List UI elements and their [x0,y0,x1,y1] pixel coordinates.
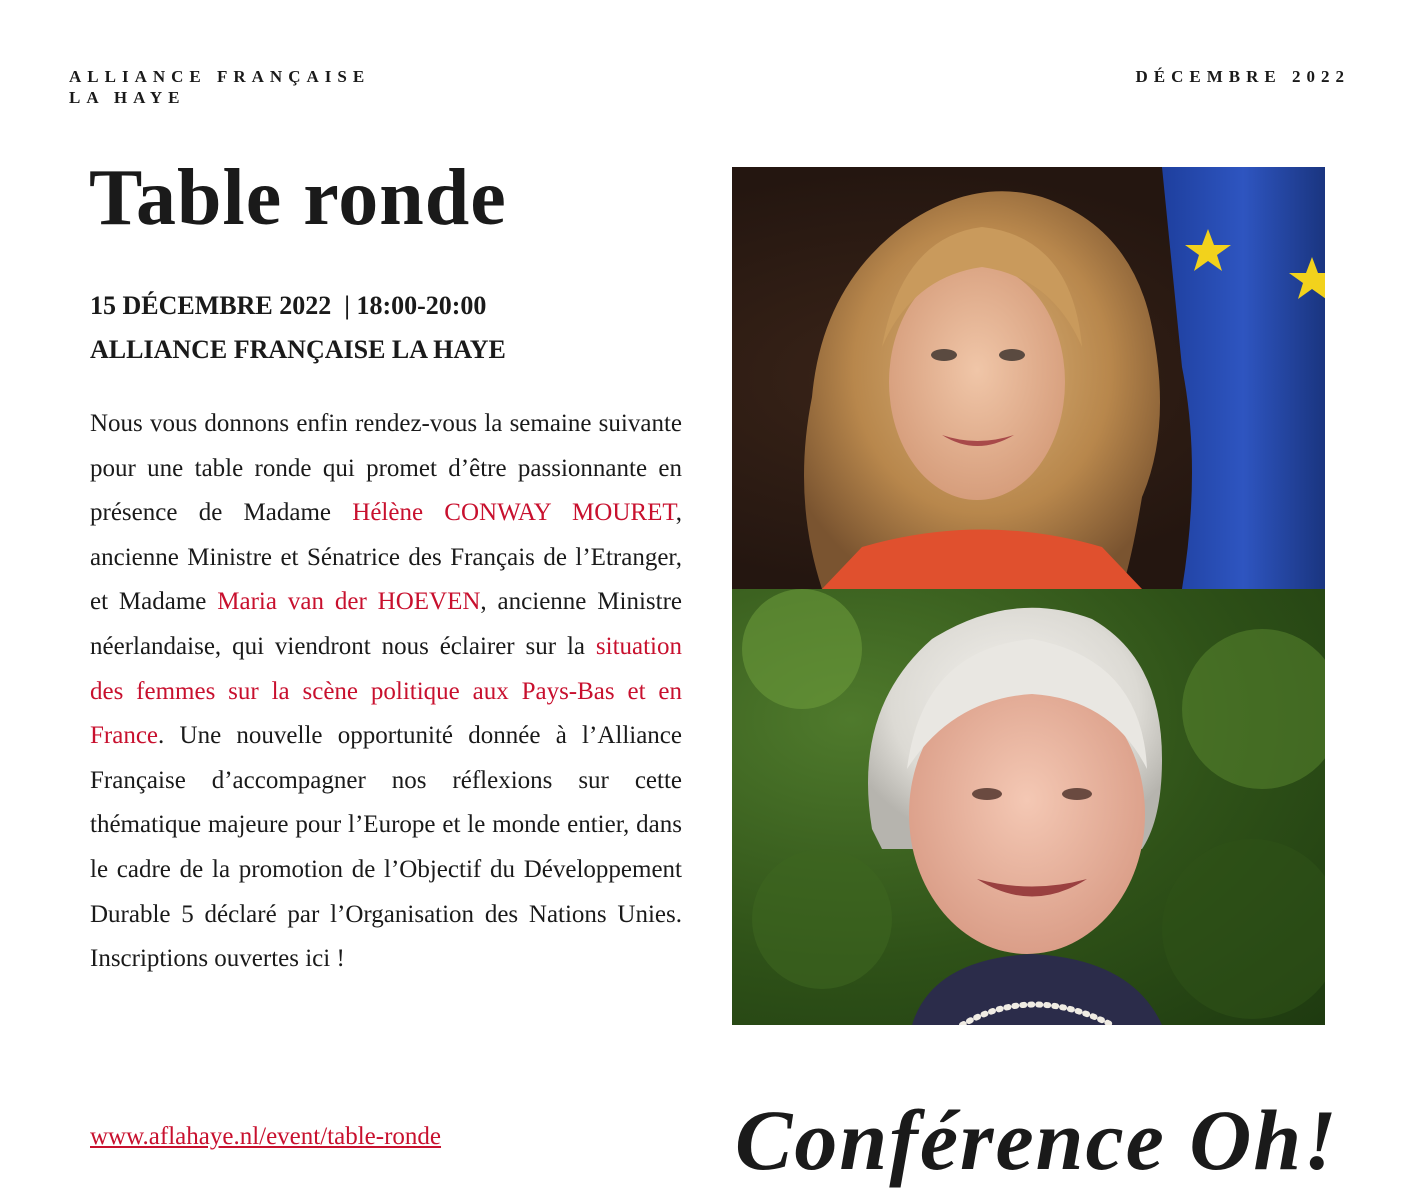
description-text: . Une nouvelle opportunité donnée à l’Alliance Française d’accompagner nos réflexions sur cette thématique majeure pour l’Europe et le monde entier, dans le cadre de la promotion de l’Objectif du Développement Durable 5 déclaré par l’Organisation des Nations Unies. Inscriptions ouvertes ici ! [90,722,682,973]
event-description [90,402,682,982]
page-title: Table ronde [89,154,507,242]
event-venue: ALLIANCE FRANÇAISE LA HAYE [90,335,506,364]
description-text: Nous vous donnons enfin rendez-vous la semaine suivante pour une table ronde qui promet d’être passionnante en présence de Madame [90,410,682,527]
event-info [90,284,506,372]
description-text: , ancienne Ministre et Sénatrice des Français de l’Etranger, et Madame [90,499,683,616]
description-text: , ancienne Ministre néerlandaise, qui viendront nous éclairer sur la [90,588,682,660]
organization-city: LA HAYE [69,88,186,107]
registration-link[interactable]: www.aflahaye.nl/event/table-ronde [90,1123,442,1150]
organization-name: ALLIANCE FRANÇAISE [69,67,371,86]
speaker-2-portrait [732,589,1325,1025]
speaker-name-2: Maria van der HOEVEN [217,588,481,616]
speaker-1-portrait [732,167,1325,589]
brand-logo: Conférence Oh! [735,1092,1339,1188]
organization-header [69,66,370,108]
issue-date: DÉCEMBRE 2022 [1135,67,1350,86]
event-topic: situation des femmes sur la scène politique aux Pays-Bas et en France [90,632,682,750]
speaker-name-1: Hélène CONWAY MOURET [352,499,676,527]
speaker-photo-2 [732,589,1325,1025]
event-date-time: 15 DÉCEMBRE 2022 | 18:00-20:00 [90,291,487,320]
speaker-photo-1 [732,167,1325,589]
